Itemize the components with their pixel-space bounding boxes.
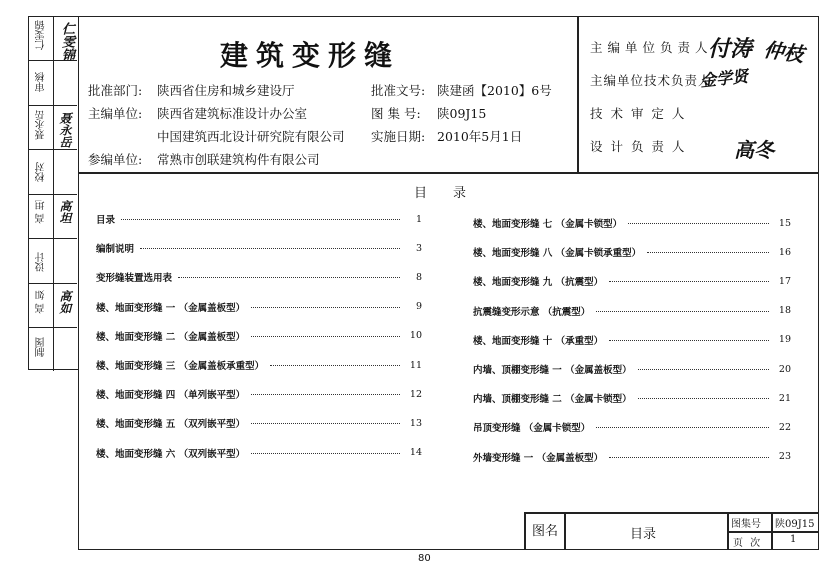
left-signature-bar	[28, 16, 78, 370]
left-bar-label: 高 坦	[36, 200, 47, 224]
approval-doc-label: 批准文号:	[371, 83, 426, 98]
approval-doc-value: 陕建函【2010】6号	[437, 83, 552, 98]
title-block-divider	[564, 512, 566, 550]
participant-value: 常熟市创联建筑构件有限公司	[157, 152, 320, 167]
toc-item-label: 变形缝装置选用表	[96, 273, 173, 285]
editor-unit-value-2: 中国建筑西北设计研究院有限公司	[157, 129, 345, 144]
toc-item	[96, 386, 422, 402]
toc-item-label: 楼、地面变形缝 八 （金属卡锁承重型）	[473, 248, 642, 260]
toc-item-label: 楼、地面变形缝 十 （承重型）	[473, 335, 604, 347]
toc-item	[96, 299, 422, 315]
signature-left-1: 仁雯锦	[59, 22, 74, 61]
header-vertical-separator	[577, 16, 579, 172]
toc-item	[96, 357, 422, 373]
approval-dept-label: 批准部门:	[88, 83, 143, 98]
left-bar-label: 制图	[36, 337, 47, 357]
toc-item-page: 22	[778, 421, 791, 433]
toc-item-label: 编制说明	[96, 244, 135, 256]
toc-leader-dots	[251, 452, 400, 454]
toc-item-page: 16	[778, 246, 791, 258]
toc-leader-dots	[609, 280, 769, 282]
impl-date-value: 2010年5月1日	[437, 129, 523, 144]
toc-item-label: 楼、地面变形缝 一 （金属盖板型）	[96, 302, 246, 314]
signature-design-lead: 高冬	[734, 138, 774, 162]
title-block-mid-line	[727, 531, 819, 533]
header-separator	[78, 172, 819, 174]
toc-item-page: 17	[778, 275, 791, 287]
toc-leader-dots	[251, 335, 400, 337]
toc-item-page: 15	[778, 217, 791, 229]
toc-item	[473, 390, 791, 406]
toc-item-page: 14	[409, 447, 422, 459]
toc-item-page: 3	[415, 242, 422, 254]
toc-item-label: 楼、地面变形缝 四 （单列嵌平型）	[96, 390, 246, 402]
toc-item	[96, 269, 422, 285]
toc-item-label: 楼、地面变形缝 五 （双列嵌平型）	[96, 419, 246, 431]
chief-unit-lead-label: 主编单位负责人	[590, 40, 713, 55]
editor-unit-label: 主编单位:	[88, 106, 143, 121]
signature-left-3: 高坦	[58, 200, 72, 224]
toc-item-label: 楼、地面变形缝 三 （金属盖板承重型）	[96, 361, 265, 372]
toc-item-label: 内墙、顶棚变形缝 二 （金属卡锁型）	[473, 394, 632, 406]
signature-left-2: 聂永岳	[58, 112, 72, 148]
page-value: 1	[790, 534, 797, 545]
toc-leader-dots	[628, 222, 769, 224]
approval-dept-value: 陕西省住房和城乡建设厅	[157, 83, 295, 98]
toc-item-page: 20	[778, 363, 791, 375]
signature-chief-unit-lead: 付涛	[708, 36, 753, 62]
title-block-top-line	[524, 512, 819, 514]
impl-date-label: 实施日期:	[371, 129, 426, 144]
toc-item	[473, 449, 791, 465]
toc-item	[473, 332, 791, 348]
chief-unit-tech-lead-label: 主编单位技术负责人	[590, 73, 712, 88]
left-bar-label: 聂永岳	[36, 110, 47, 140]
toc-item	[473, 303, 791, 319]
toc-title: 目录	[414, 186, 493, 201]
toc-leader-dots	[596, 426, 769, 428]
toc-item-page: 13	[409, 417, 422, 429]
atlas-no-label: 图 集 号:	[371, 106, 421, 121]
editor-unit-value: 陕西省建筑标准设计办公室	[157, 106, 308, 121]
toc-leader-dots	[121, 218, 400, 220]
toc-item-label: 楼、地面变形缝 九 （抗震型）	[473, 277, 604, 289]
toc-item	[473, 419, 791, 435]
toc-leader-dots	[638, 397, 769, 399]
page-label: 页 次	[733, 538, 763, 549]
toc-leader-dots	[251, 306, 400, 308]
toc-leader-dots	[178, 276, 400, 278]
signature-left-4: 高如	[58, 290, 72, 314]
toc-item-page: 8	[415, 271, 422, 283]
toc-item-page: 18	[778, 305, 791, 317]
toc-item-label: 抗震缝变形示意 （抗震型）	[473, 306, 591, 318]
toc-item-page: 23	[778, 451, 791, 463]
page-title: 建筑变形缝	[220, 39, 401, 72]
toc-item-page: 10	[409, 330, 422, 342]
toc-leader-dots	[140, 247, 400, 249]
left-bar-label: 审核	[36, 72, 47, 92]
left-bar-label: 高 如	[36, 290, 47, 314]
toc-item-label: 楼、地面变形缝 六 （双列嵌平型）	[96, 448, 246, 460]
toc-leader-dots	[638, 368, 769, 370]
toc-leader-dots	[609, 456, 769, 458]
toc-leader-dots	[251, 422, 400, 424]
toc-item-page: 19	[778, 334, 791, 346]
signature-tech-lead: 金学贤	[699, 66, 749, 91]
toc-item	[473, 244, 791, 260]
toc-item	[473, 273, 791, 289]
title-block-left-line	[524, 512, 526, 550]
toc-item	[96, 415, 422, 431]
drawing-name-label: 图名	[532, 524, 559, 539]
toc-leader-dots	[251, 393, 400, 395]
toc-item	[96, 328, 422, 344]
toc-leader-dots	[647, 251, 769, 253]
toc-item	[473, 215, 791, 231]
atlas-no-block-value: 陕09J15	[775, 519, 815, 530]
atlas-no-value: 陕09J15	[437, 106, 487, 121]
atlas-no-block-label: 图集号	[731, 519, 761, 530]
toc-item-label: 吊顶变形缝 （金属卡锁型）	[473, 423, 591, 435]
toc-item-page: 1	[415, 213, 422, 225]
participant-label: 参编单位:	[88, 152, 143, 167]
toc-item-label: 楼、地面变形缝 七 （金属卡锁型）	[473, 219, 623, 230]
page-number: 80	[418, 553, 431, 564]
toc-item-page: 12	[409, 388, 422, 400]
toc-item-page: 11	[409, 359, 422, 371]
toc-item-label: 楼、地面变形缝 二 （金属盖板型）	[96, 331, 246, 343]
toc-item-page: 9	[415, 301, 422, 313]
toc-item-label: 内墙、顶棚变形缝 一 （金属盖板型）	[473, 365, 632, 376]
toc-item-label: 外墙变形缝 一 （金属盖板型）	[473, 452, 604, 464]
toc-item-label: 目录	[96, 215, 116, 226]
toc-item	[473, 361, 791, 377]
signature-chief-unit-lead-2: 仲枝	[762, 37, 806, 67]
toc-leader-dots	[596, 310, 769, 312]
left-bar-label: 仁雯锦	[36, 20, 47, 50]
drawing-name-value: 目录	[630, 527, 657, 542]
left-bar-label: 设计	[36, 252, 47, 272]
toc-leader-dots	[609, 339, 769, 341]
toc-item	[96, 240, 422, 256]
design-lead-label: 设 计 负 责 人	[590, 139, 687, 154]
toc-item	[96, 211, 422, 227]
left-bar-label: 校对	[36, 162, 47, 182]
toc-item	[96, 445, 422, 461]
tech-reviewer-label: 技 术 审 定 人	[590, 106, 687, 121]
toc-item-page: 21	[778, 392, 791, 404]
toc-leader-dots	[270, 364, 400, 366]
